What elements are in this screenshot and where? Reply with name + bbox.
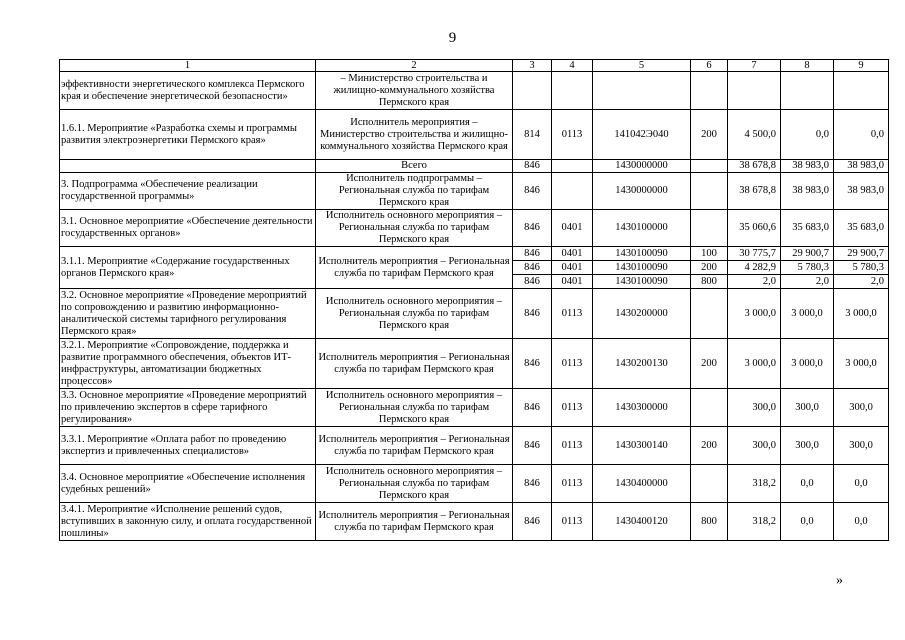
cell-c7: 4 500,0 (728, 110, 781, 160)
cell-c5: 1430000000 (593, 160, 691, 173)
cell-c6 (691, 160, 728, 173)
cell-c6: 200 (691, 427, 728, 465)
cell-name: 3.4. Основное мероприятие «Обеспечение исполнения судебных решений» (60, 465, 316, 503)
cell-c8: 300,0 (781, 389, 834, 427)
cell-c9: 0,0 (834, 465, 889, 503)
table-row (60, 72, 889, 110)
cell-c4: 0113 (552, 503, 593, 541)
cell-c7: 3 000,0 (728, 289, 781, 339)
cell-c3: 846 (513, 339, 552, 389)
cell-c9: 0,0 (834, 110, 889, 160)
cell-c5: 1430200130 (593, 339, 691, 389)
cell-c6 (691, 389, 728, 427)
cell-c4: 0401 (552, 261, 593, 275)
cell-c5: 1430400000 (593, 465, 691, 503)
column-number-7: 7 (728, 60, 781, 72)
column-number-5: 5 (593, 60, 691, 72)
table-row (60, 389, 889, 427)
cell-name: 3.1.1. Мероприятие «Содержание государственных органов Пермского края» (60, 247, 316, 289)
cell-c5: 141042Э040 (593, 110, 691, 160)
cell-c3: 846 (513, 389, 552, 427)
cell-c8: 0,0 (781, 110, 834, 160)
cell-c4: 0401 (552, 275, 593, 289)
cell-c7: 300,0 (728, 427, 781, 465)
cell-executor: Исполнитель основного мероприятия – Региональная служба по тарифам Пермского края (316, 389, 513, 427)
cell-c3: 846 (513, 275, 552, 289)
table-row (60, 503, 889, 541)
cell-c4 (552, 72, 593, 110)
cell-c8: 38 983,0 (781, 173, 834, 210)
cell-c3: 846 (513, 247, 552, 261)
cell-c3 (513, 72, 552, 110)
cell-c5: 1430100090 (593, 261, 691, 275)
budget-table (59, 59, 889, 541)
cell-c8: 3 000,0 (781, 289, 834, 339)
cell-c4: 0113 (552, 427, 593, 465)
cell-name: 1.6.1. Мероприятие «Разработка схемы и программы развития электроэнергетики Пермского края» (60, 110, 316, 160)
cell-c8 (781, 72, 834, 110)
cell-name: 3.4.1. Мероприятие «Исполнение решений судов, вступивших в законную силу, и оплата государственной пошлины» (60, 503, 316, 541)
cell-c5: 1430300000 (593, 389, 691, 427)
cell-c3: 846 (513, 160, 552, 173)
cell-c7: 30 775,7 (728, 247, 781, 261)
cell-c9: 300,0 (834, 427, 889, 465)
cell-c9: 29 900,7 (834, 247, 889, 261)
cell-c9: 2,0 (834, 275, 889, 289)
cell-c4: 0113 (552, 389, 593, 427)
cell-executor: Исполнитель мероприятия – Региональная служба по тарифам Пермского края (316, 247, 513, 289)
cell-c9: 3 000,0 (834, 339, 889, 389)
cell-c4: 0401 (552, 210, 593, 247)
cell-executor: Исполнитель основного мероприятия – Региональная служба по тарифам Пермского края (316, 289, 513, 339)
cell-c8: 2,0 (781, 275, 834, 289)
column-number-8: 8 (781, 60, 834, 72)
cell-name: 3.2. Основное мероприятие «Проведение мероприятий по сопровождению и развитию информационно-аналитической системы тарифного регулирования Пермского края» (60, 289, 316, 339)
cell-executor: Исполнитель мероприятия – Региональная служба по тарифам Пермского края (316, 427, 513, 465)
table-row (60, 247, 889, 261)
cell-c5: 1430000000 (593, 173, 691, 210)
cell-c8: 3 000,0 (781, 339, 834, 389)
cell-c6: 800 (691, 275, 728, 289)
cell-c8: 35 683,0 (781, 210, 834, 247)
cell-c9: 0,0 (834, 503, 889, 541)
cell-c4 (552, 160, 593, 173)
table-row (60, 210, 889, 247)
cell-c6 (691, 210, 728, 247)
table-header-row (60, 60, 889, 72)
cell-c5: 1430100090 (593, 247, 691, 261)
cell-c6 (691, 72, 728, 110)
cell-c8: 38 983,0 (781, 160, 834, 173)
cell-executor: Исполнитель мероприятия – Министерство строительства и жилищно-коммунального хозяйства Пермского края (316, 110, 513, 160)
cell-c5: 1430400120 (593, 503, 691, 541)
cell-c7: 3 000,0 (728, 339, 781, 389)
cell-executor: – Министерство строительства и жилищно-коммунального хозяйства Пермского края (316, 72, 513, 110)
cell-c8: 29 900,7 (781, 247, 834, 261)
cell-name: 3.3. Основное мероприятие «Проведение мероприятий по привлечению экспертов в сфере тарифного регулирования» (60, 389, 316, 427)
cell-c6: 200 (691, 261, 728, 275)
cell-c4 (552, 173, 593, 210)
cell-c3: 846 (513, 465, 552, 503)
cell-c6: 100 (691, 247, 728, 261)
cell-c7: 300,0 (728, 389, 781, 427)
cell-c5: 1430200000 (593, 289, 691, 339)
cell-c8: 0,0 (781, 465, 834, 503)
cell-c7: 38 678,8 (728, 160, 781, 173)
table-row (60, 339, 889, 389)
table-row (60, 289, 889, 339)
table-row (60, 160, 889, 173)
cell-name: эффективности энергетического комплекса Пермского края и обеспечение энергетической безопасности» (60, 72, 316, 110)
cell-c3: 846 (513, 173, 552, 210)
cell-name (60, 160, 316, 173)
cell-c9 (834, 72, 889, 110)
cell-c4: 0113 (552, 465, 593, 503)
cell-c5: 1430100000 (593, 210, 691, 247)
cell-c7: 2,0 (728, 275, 781, 289)
cell-executor: Исполнитель основного мероприятия – Региональная служба по тарифам Пермского края (316, 210, 513, 247)
cell-c7: 35 060,6 (728, 210, 781, 247)
cell-c9: 38 983,0 (834, 160, 889, 173)
cell-c5: 1430300140 (593, 427, 691, 465)
cell-c3: 846 (513, 261, 552, 275)
cell-c6: 200 (691, 339, 728, 389)
cell-c6 (691, 465, 728, 503)
cell-c4: 0113 (552, 339, 593, 389)
cell-c7: 4 282,9 (728, 261, 781, 275)
cell-c5 (593, 72, 691, 110)
cell-c7: 38 678,8 (728, 173, 781, 210)
cell-c3: 846 (513, 210, 552, 247)
cell-c3: 846 (513, 289, 552, 339)
cell-c7: 318,2 (728, 503, 781, 541)
cell-executor: Исполнитель мероприятия – Региональная служба по тарифам Пермского края (316, 503, 513, 541)
cell-c6 (691, 289, 728, 339)
column-number-2: 2 (316, 60, 513, 72)
cell-c4: 0401 (552, 247, 593, 261)
cell-name: 3.2.1. Мероприятие «Сопровождение, поддержка и развитие программного обеспечения, объектов ИТ-инфраструктуры, автоматизации бюджетных процессов» (60, 339, 316, 389)
column-number-6: 6 (691, 60, 728, 72)
table-row (60, 110, 889, 160)
cell-c7 (728, 72, 781, 110)
cell-c6: 200 (691, 110, 728, 160)
cell-executor: Исполнитель основного мероприятия – Региональная служба по тарифам Пермского края (316, 465, 513, 503)
cell-name: 3. Подпрограмма «Обеспечение реализации государственной программы» (60, 173, 316, 210)
continuation-mark: » (836, 573, 843, 588)
cell-c6 (691, 173, 728, 210)
table-row (60, 427, 889, 465)
column-number-9: 9 (834, 60, 889, 72)
cell-c6: 800 (691, 503, 728, 541)
cell-c9: 300,0 (834, 389, 889, 427)
cell-name: 3.3.1. Мероприятие «Оплата работ по проведению экспертиз и привлеченных специалистов» (60, 427, 316, 465)
cell-c3: 814 (513, 110, 552, 160)
cell-c4: 0113 (552, 289, 593, 339)
cell-executor: Всего (316, 160, 513, 173)
column-number-4: 4 (552, 60, 593, 72)
cell-name: 3.1. Основное мероприятие «Обеспечение деятельности государственных органов» (60, 210, 316, 247)
cell-c3: 846 (513, 503, 552, 541)
cell-c4: 0113 (552, 110, 593, 160)
cell-c8: 0,0 (781, 503, 834, 541)
cell-c5: 1430100090 (593, 275, 691, 289)
cell-executor: Исполнитель подпрограммы – Региональная служба по тарифам Пермского края (316, 173, 513, 210)
cell-executor: Исполнитель мероприятия – Региональная служба по тарифам Пермского края (316, 339, 513, 389)
cell-c7: 318,2 (728, 465, 781, 503)
cell-c8: 5 780,3 (781, 261, 834, 275)
cell-c9: 3 000,0 (834, 289, 889, 339)
cell-c3: 846 (513, 427, 552, 465)
column-number-1: 1 (60, 60, 316, 72)
cell-c9: 5 780,3 (834, 261, 889, 275)
column-number-3: 3 (513, 60, 552, 72)
page-number: 9 (448, 30, 457, 46)
table-row (60, 173, 889, 210)
table-row (60, 465, 889, 503)
cell-c9: 35 683,0 (834, 210, 889, 247)
cell-c8: 300,0 (781, 427, 834, 465)
cell-c9: 38 983,0 (834, 173, 889, 210)
